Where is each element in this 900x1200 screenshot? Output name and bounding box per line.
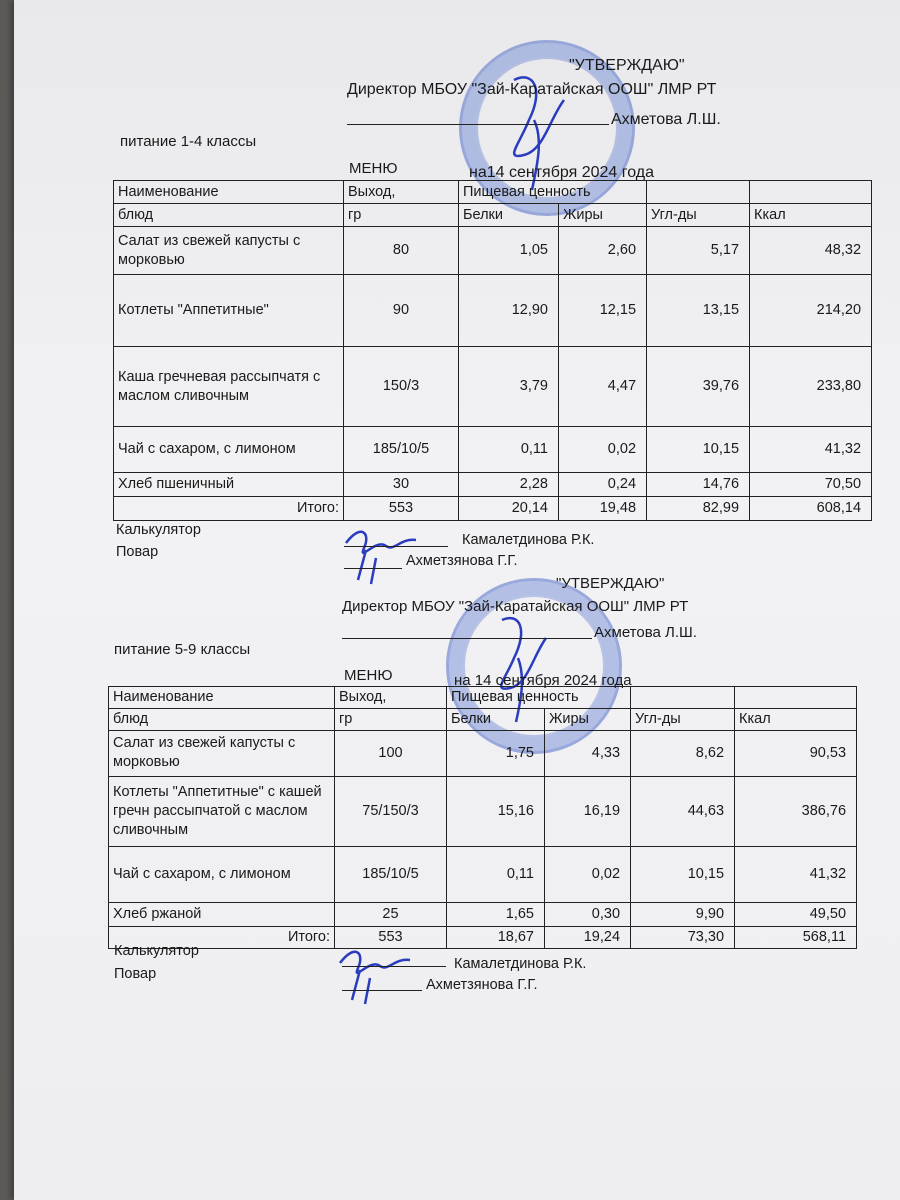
menu-table-1 [113,180,872,521]
total-row [114,497,872,521]
dish-yield: 185/10/5 [344,427,459,473]
dish-fat: 4,47 [559,347,647,427]
dish-name: Салат из свежей капусты с морковью [114,227,344,275]
dish-protein: 2,28 [459,473,559,497]
total-carbs: 73,30 [631,926,735,948]
header-name-2: блюд [109,708,335,730]
menu-label-1: МЕНЮ [349,160,398,177]
calculator-name-1: Камалетдинова Р.К. [462,532,595,548]
table-row [114,227,872,275]
header-yield: Выход, [344,181,459,204]
dish-fat: 0,02 [559,427,647,473]
dish-protein: 0,11 [447,846,545,902]
dish-name: Котлеты "Аппетитные" с кашей гречн рассыпчатой с маслом сливочным [109,776,335,846]
header-yield-unit: гр [344,204,459,227]
dish-name: Салат из свежей капусты с морковью [109,730,335,776]
cook-label-1: Повар [116,544,159,560]
header-carbs: Угл-ды [631,708,735,730]
director-name: Ахметова Л.Ш. [594,624,697,641]
dish-kcal: 70,50 [750,473,872,497]
dish-kcal: 41,32 [735,846,857,902]
total-label: Итого: [109,926,335,948]
dish-kcal: 386,76 [735,776,857,846]
table-row [109,730,857,776]
total-kcal: 608,14 [750,497,872,521]
total-label: Итого: [114,497,344,521]
total-yield: 553 [344,497,459,521]
calculator-underline-1 [344,546,448,547]
dish-name: Чай с сахаром, с лимоном [109,846,335,902]
dish-fat: 16,19 [545,776,631,846]
dish-fat: 0,24 [559,473,647,497]
table-row [109,902,857,926]
dish-fat: 2,60 [559,227,647,275]
paper-sheet [14,0,900,1200]
table-row [109,776,857,846]
dish-carbs: 14,76 [647,473,750,497]
dish-yield: 185/10/5 [335,846,447,902]
dish-yield: 30 [344,473,459,497]
header-fat: Жиры [559,204,647,227]
dish-fat: 0,02 [545,846,631,902]
director-line: Директор МБОУ "Зай-Каратайская ООШ" ЛМР РТ [347,81,717,98]
director-name: Ахметова Л.Ш. [611,111,721,128]
approval-heading: "УТВЕРЖДАЮ" [569,57,685,74]
dish-yield: 25 [335,902,447,926]
dish-kcal: 233,80 [750,347,872,427]
dish-kcal: 49,50 [735,902,857,926]
dish-protein: 12,90 [459,275,559,347]
header-yield-unit: гр [335,708,447,730]
dish-fat: 4,33 [545,730,631,776]
dish-fat: 0,30 [545,902,631,926]
total-yield: 553 [335,926,447,948]
calculator-label-2: Калькулятор [114,943,199,959]
dish-carbs: 9,90 [631,902,735,926]
approval-heading: "УТВЕРЖДАЮ" [556,575,665,592]
dish-carbs: 13,15 [647,275,750,347]
table-row [114,427,872,473]
dish-carbs: 10,15 [631,846,735,902]
menu-table-2 [108,686,857,949]
dish-protein: 3,79 [459,347,559,427]
header-name: Наименование [114,181,344,204]
dish-protein: 1,05 [459,227,559,275]
dish-yield: 75/150/3 [335,776,447,846]
dish-kcal: 41,32 [750,427,872,473]
dish-carbs: 5,17 [647,227,750,275]
dish-name: Каша гречневая рассыпчатя с маслом сливочным [114,347,344,427]
total-kcal: 568,11 [735,926,857,948]
total-protein: 20,14 [459,497,559,521]
dish-protein: 1,75 [447,730,545,776]
dish-protein: 0,11 [459,427,559,473]
header-fat: Жиры [545,708,631,730]
cook-label-2: Повар [114,966,157,982]
cook-underline-2 [342,990,422,991]
dish-carbs: 10,15 [647,427,750,473]
header-name: Наименование [109,687,335,709]
dish-carbs: 44,63 [631,776,735,846]
table-row [114,275,872,347]
menu-label-2: МЕНЮ [344,667,393,684]
table-row [114,347,872,427]
dish-protein: 15,16 [447,776,545,846]
header-yield: Выход, [335,687,447,709]
header-protein: Белки [447,708,545,730]
dish-carbs: 39,76 [647,347,750,427]
dish-name: Чай с сахаром, с лимоном [114,427,344,473]
dish-protein: 1,65 [447,902,545,926]
dish-name: Хлеб пшеничный [114,473,344,497]
header-kcal: Ккал [750,204,872,227]
grade-label-1: питание 1-4 классы [120,133,257,150]
menu-date-1: на14 сентября 2024 года [469,164,654,181]
dish-name: Хлеб ржаной [109,902,335,926]
header-nutrition: Пищевая ценность [447,687,631,709]
header-nutrition: Пищевая ценность [459,181,647,204]
header-carbs: Угл-ды [647,204,750,227]
menu-date-2: на 14 сентября 2024 года [454,672,632,689]
signature-underline [347,124,609,125]
header-name-2: блюд [114,204,344,227]
director-line: Директор МБОУ "Зай-Каратайская ООШ" ЛМР РТ [342,598,689,615]
calculator-underline-2 [342,966,446,967]
total-fat: 19,24 [545,926,631,948]
total-carbs: 82,99 [647,497,750,521]
dish-kcal: 48,32 [750,227,872,275]
header-kcal: Ккал [735,708,857,730]
dish-fat: 12,15 [559,275,647,347]
dish-yield: 150/3 [344,347,459,427]
cook-underline-1 [344,568,402,569]
total-row [109,926,857,948]
signature-underline [342,638,592,639]
dish-yield: 80 [344,227,459,275]
table-row [109,846,857,902]
dish-carbs: 8,62 [631,730,735,776]
dish-kcal: 214,20 [750,275,872,347]
dish-yield: 90 [344,275,459,347]
calculator-signature [330,938,420,1008]
table-row [114,473,872,497]
header-protein: Белки [459,204,559,227]
calculator-label-1: Калькулятор [116,522,201,538]
total-fat: 19,48 [559,497,647,521]
dish-yield: 100 [335,730,447,776]
calculator-name-2: Камалетдинова Р.К. [454,956,587,972]
cook-name-1: Ахметзянова Г.Г. [406,553,518,569]
grade-label-2: питание 5-9 классы [114,641,251,658]
dish-kcal: 90,53 [735,730,857,776]
cook-name-2: Ахметзянова Г.Г. [426,977,538,993]
total-protein: 18,67 [447,926,545,948]
dish-name: Котлеты "Аппетитные" [114,275,344,347]
